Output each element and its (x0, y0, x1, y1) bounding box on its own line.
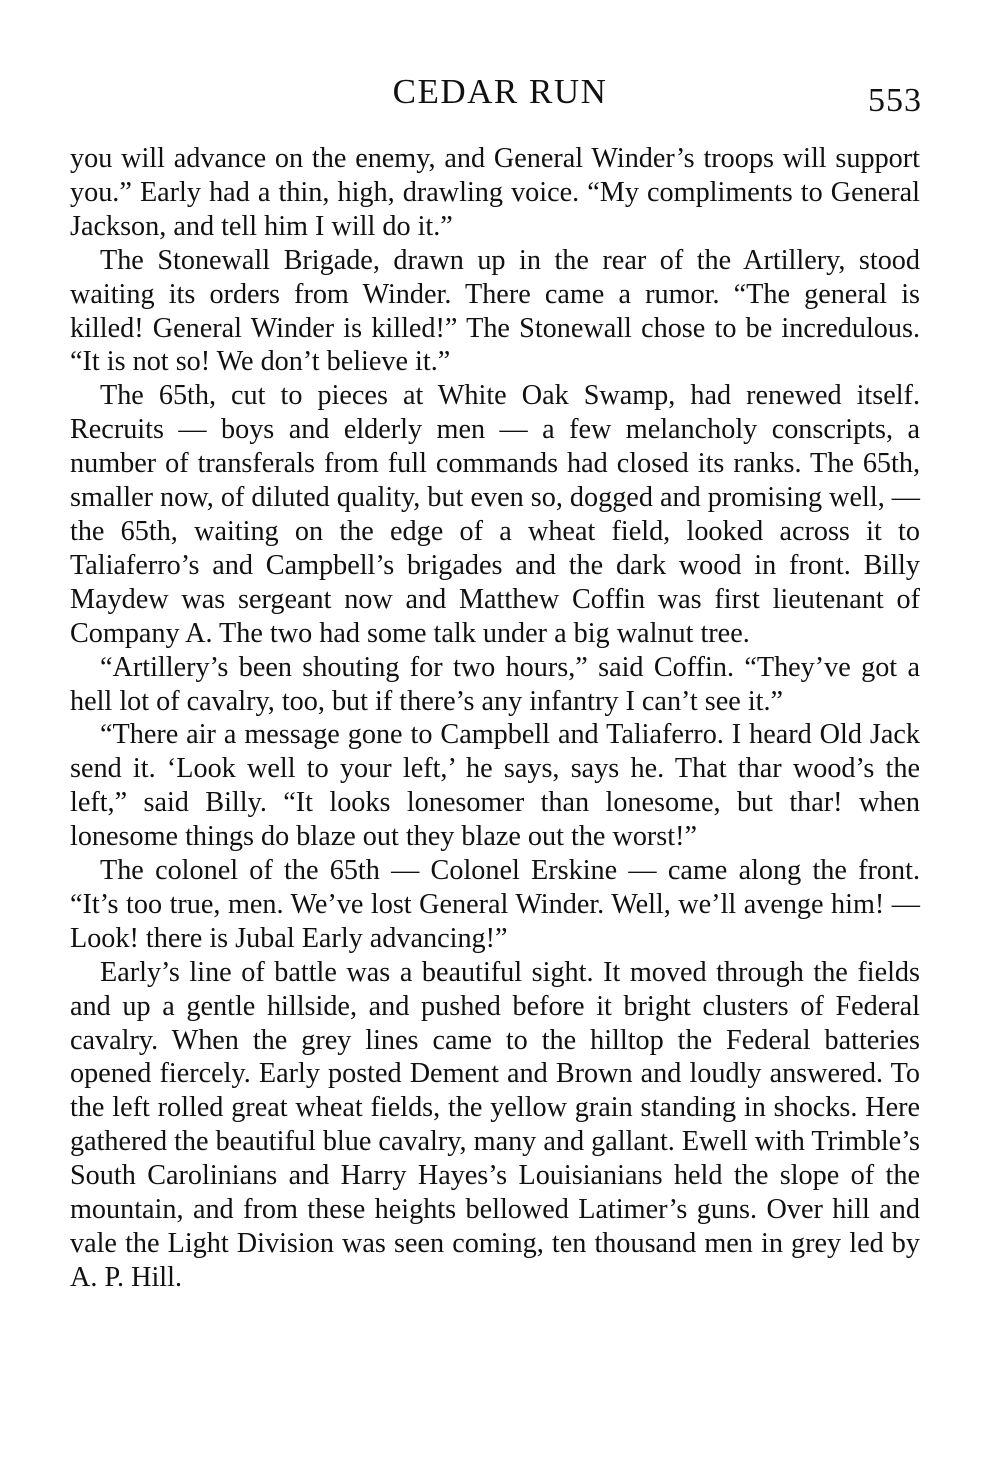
running-title: CEDAR RUN (392, 72, 608, 111)
running-head (0, 72, 1000, 122)
paragraph-coffin-dialogue: “Artillery’s been shouting for two hours,” said Coffin. “They’ve got a hell lot of cavalry, too, but if there’s any infantry I can’t see it.” (70, 651, 920, 717)
paragraph-colonel-erskine: The colonel of the 65th — Colonel Erskine — came along the front. “It’s too true, men. We’ve lost General Winder. Well, we’ll avenge him! — Look! there is Jubal Early advancing!” (70, 855, 920, 954)
paragraph-early-line-of-battle: Early’s line of battle was a beautiful sight. It moved through the fields and up a gentle hillside, and pushed before it bright clusters of Federal cavalry. When the grey lines came to the hilltop the Federal batteries opened fiercely. Early posted Dement and Brown and loudly answered. To the left rolled great wheat fields, the yellow grain standing in shocks. Here gathered the beautiful blue cavalry, many and gallant. Ewell with Trimble’s South Carolinians and Harry Hayes’s Louisianians held the slope of the mountain, and from these heights bellowed Latimer’s guns. Over hill and vale the Light Division was seen coming, ten thousand men in grey led by A. P. Hill. (70, 956, 920, 1293)
body-text (70, 142, 920, 1295)
paragraph-continued: you will advance on the enemy, and General Winder’s troops will support you.” Early had a thin, high, drawling voice. “My compliments to General Jackson, and tell him I will do it.” (70, 143, 920, 242)
page-number: 553 (868, 82, 922, 119)
paragraph-65th-regiment: The 65th, cut to pieces at White Oak Swamp, had renewed itself. Recruits — boys and elderly men — a few melancholy conscripts, a number of transferals from full commands had closed its ranks. The 65th, smaller now, of diluted quality, but even so, dogged and promising well, — the 65th, waiting on the edge of a wheat field, looked across it to Taliaferro’s and Campbell’s brigades and the dark wood in front. Billy Maydew was sergeant now and Matthew Coffin was first lieutenant of Company A. The two had some talk under a big walnut tree. (70, 380, 920, 649)
paragraph-stonewall-brigade: The Stonewall Brigade, drawn up in the rear of the Artillery, stood waiting its orders from Winder. There came a rumor. “The general is killed! General Winder is killed!” The Stonewall chose to be incredulous. “It is not so! We don’t believe it.” (70, 244, 920, 378)
paragraph-billy-dialogue: “There air a message gone to Campbell and Taliaferro. I heard Old Jack send it. ‘Look well to your left,’ he says, says he. That thar wood’s the left,” said Billy. “It looks lonesomer than lonesome, but thar! when lonesome things do blaze out they blaze out the worst!” (70, 719, 920, 853)
